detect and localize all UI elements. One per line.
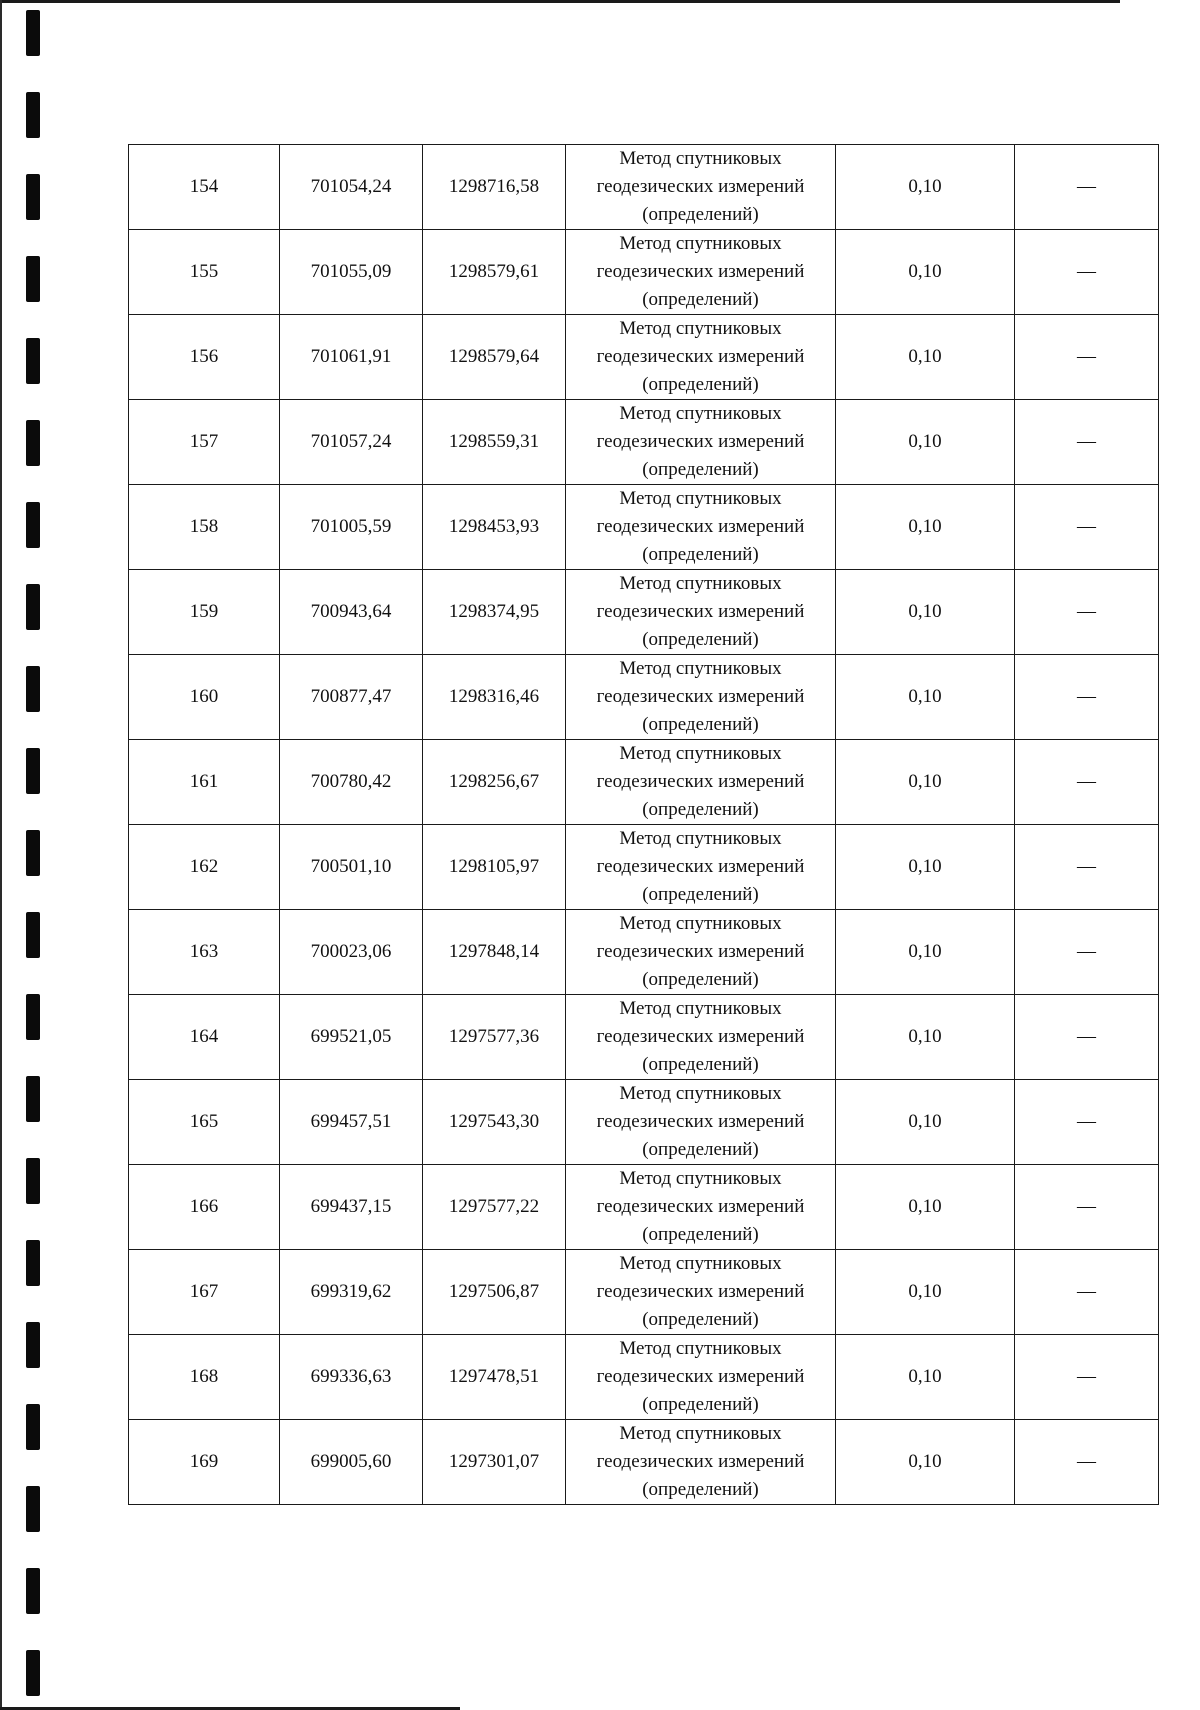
point-number-cell: 168	[129, 1335, 280, 1420]
y-coordinate-cell: 1297577,22	[423, 1165, 566, 1250]
method-line: Метод спутниковых	[619, 233, 782, 254]
accuracy-cell: 0,10	[836, 570, 1015, 655]
accuracy-cell: 0,10	[836, 400, 1015, 485]
table-row	[129, 1335, 1159, 1420]
method-line: Метод спутниковых	[619, 488, 782, 509]
binder-mark	[26, 584, 40, 630]
method-line: Метод спутниковых	[619, 148, 782, 169]
binder-hole-marks	[0, 0, 60, 1710]
accuracy-cell: 0,10	[836, 740, 1015, 825]
binder-mark	[26, 830, 40, 876]
accuracy-cell: 0,10	[836, 995, 1015, 1080]
accuracy-cell: 0,10	[836, 1420, 1015, 1505]
x-coordinate-cell: 700780,42	[280, 740, 423, 825]
table-row	[129, 740, 1159, 825]
method-line: (определений)	[642, 544, 759, 565]
x-coordinate-cell: 699005,60	[280, 1420, 423, 1505]
method-line: Метод спутниковых	[619, 318, 782, 339]
coordinates-table-body	[129, 145, 1159, 1505]
x-coordinate-cell: 699457,51	[280, 1080, 423, 1165]
method-line: (определений)	[642, 1309, 759, 1330]
point-number-cell: 163	[129, 910, 280, 995]
method-line: геодезических измерений	[596, 856, 805, 877]
x-coordinate-cell: 701054,24	[280, 145, 423, 230]
method-line: (определений)	[642, 629, 759, 650]
method-cell	[566, 1080, 836, 1165]
point-number-cell: 162	[129, 825, 280, 910]
accuracy-cell: 0,10	[836, 145, 1015, 230]
method-line: геодезических измерений	[596, 1451, 805, 1472]
method-cell	[566, 655, 836, 740]
note-cell: —	[1015, 740, 1159, 825]
accuracy-cell: 0,10	[836, 1080, 1015, 1165]
method-line: Метод спутниковых	[619, 1253, 782, 1274]
method-line: (определений)	[642, 289, 759, 310]
binder-mark	[26, 502, 40, 548]
method-line: Метод спутниковых	[619, 573, 782, 594]
note-cell: —	[1015, 1250, 1159, 1335]
table-row	[129, 230, 1159, 315]
note-cell: —	[1015, 315, 1159, 400]
method-cell	[566, 1165, 836, 1250]
y-coordinate-cell: 1298256,67	[423, 740, 566, 825]
method-cell	[566, 230, 836, 315]
method-line: геодезических измерений	[596, 176, 805, 197]
method-line: Метод спутниковых	[619, 1338, 782, 1359]
method-line: Метод спутниковых	[619, 743, 782, 764]
y-coordinate-cell: 1297301,07	[423, 1420, 566, 1505]
method-line: геодезических измерений	[596, 1196, 805, 1217]
method-line: Метод спутниковых	[619, 1083, 782, 1104]
y-coordinate-cell: 1298579,64	[423, 315, 566, 400]
accuracy-cell: 0,10	[836, 1250, 1015, 1335]
method-line: (определений)	[642, 969, 759, 990]
x-coordinate-cell: 700943,64	[280, 570, 423, 655]
table-row	[129, 1080, 1159, 1165]
method-line: геодезических измерений	[596, 686, 805, 707]
method-line: геодезических измерений	[596, 941, 805, 962]
y-coordinate-cell: 1298559,31	[423, 400, 566, 485]
binder-mark	[26, 1404, 40, 1450]
method-cell	[566, 825, 836, 910]
binder-mark	[26, 1322, 40, 1368]
binder-mark	[26, 338, 40, 384]
y-coordinate-cell: 1298579,61	[423, 230, 566, 315]
method-line: геодезических измерений	[596, 1281, 805, 1302]
accuracy-cell: 0,10	[836, 1335, 1015, 1420]
accuracy-cell: 0,10	[836, 315, 1015, 400]
method-line: (определений)	[642, 374, 759, 395]
method-line: (определений)	[642, 884, 759, 905]
note-cell: —	[1015, 910, 1159, 995]
y-coordinate-cell: 1298453,93	[423, 485, 566, 570]
point-number-cell: 157	[129, 400, 280, 485]
method-line: Метод спутниковых	[619, 1423, 782, 1444]
point-number-cell: 156	[129, 315, 280, 400]
y-coordinate-cell: 1298716,58	[423, 145, 566, 230]
accuracy-cell: 0,10	[836, 655, 1015, 740]
x-coordinate-cell: 700877,47	[280, 655, 423, 740]
point-number-cell: 161	[129, 740, 280, 825]
accuracy-cell: 0,10	[836, 485, 1015, 570]
y-coordinate-cell: 1298316,46	[423, 655, 566, 740]
method-line: (определений)	[642, 1139, 759, 1160]
point-number-cell: 160	[129, 655, 280, 740]
point-number-cell: 169	[129, 1420, 280, 1505]
binder-mark	[26, 912, 40, 958]
method-cell	[566, 910, 836, 995]
x-coordinate-cell: 700501,10	[280, 825, 423, 910]
method-line: геодезических измерений	[596, 1111, 805, 1132]
table-row	[129, 655, 1159, 740]
method-line: Метод спутниковых	[619, 1168, 782, 1189]
point-number-cell: 155	[129, 230, 280, 315]
method-line: (определений)	[642, 1479, 759, 1500]
note-cell: —	[1015, 655, 1159, 740]
method-line: геодезических измерений	[596, 346, 805, 367]
table-row	[129, 570, 1159, 655]
method-cell	[566, 995, 836, 1080]
x-coordinate-cell: 699336,63	[280, 1335, 423, 1420]
binder-mark	[26, 1650, 40, 1696]
method-line: геодезических измерений	[596, 771, 805, 792]
note-cell: —	[1015, 400, 1159, 485]
table-row	[129, 400, 1159, 485]
method-cell	[566, 1420, 836, 1505]
point-number-cell: 158	[129, 485, 280, 570]
x-coordinate-cell: 701055,09	[280, 230, 423, 315]
method-line: (определений)	[642, 1054, 759, 1075]
method-line: (определений)	[642, 204, 759, 225]
method-cell	[566, 1335, 836, 1420]
binder-mark	[26, 92, 40, 138]
method-line: Метод спутниковых	[619, 403, 782, 424]
y-coordinate-cell: 1298374,95	[423, 570, 566, 655]
method-cell	[566, 145, 836, 230]
note-cell: —	[1015, 570, 1159, 655]
method-line: (определений)	[642, 1224, 759, 1245]
binder-mark	[26, 10, 40, 56]
binder-mark	[26, 1486, 40, 1532]
x-coordinate-cell: 699319,62	[280, 1250, 423, 1335]
binder-mark	[26, 420, 40, 466]
x-coordinate-cell: 701057,24	[280, 400, 423, 485]
accuracy-cell: 0,10	[836, 1165, 1015, 1250]
note-cell: —	[1015, 145, 1159, 230]
point-number-cell: 166	[129, 1165, 280, 1250]
method-line: геодезических измерений	[596, 431, 805, 452]
method-line: геодезических измерений	[596, 261, 805, 282]
method-line: геодезических измерений	[596, 516, 805, 537]
note-cell: —	[1015, 1080, 1159, 1165]
binder-mark	[26, 1076, 40, 1122]
binder-mark	[26, 748, 40, 794]
note-cell: —	[1015, 1420, 1159, 1505]
binder-mark	[26, 1158, 40, 1204]
method-line: Метод спутниковых	[619, 913, 782, 934]
method-cell	[566, 485, 836, 570]
x-coordinate-cell: 699521,05	[280, 995, 423, 1080]
y-coordinate-cell: 1297543,30	[423, 1080, 566, 1165]
x-coordinate-cell: 699437,15	[280, 1165, 423, 1250]
table-row	[129, 825, 1159, 910]
y-coordinate-cell: 1297506,87	[423, 1250, 566, 1335]
method-cell	[566, 1250, 836, 1335]
binder-mark	[26, 256, 40, 302]
method-line: (определений)	[642, 799, 759, 820]
note-cell: —	[1015, 825, 1159, 910]
method-line: Метод спутниковых	[619, 658, 782, 679]
table-row	[129, 910, 1159, 995]
accuracy-cell: 0,10	[836, 910, 1015, 995]
scan-edge-top	[0, 0, 1120, 3]
note-cell: —	[1015, 1335, 1159, 1420]
method-cell	[566, 570, 836, 655]
y-coordinate-cell: 1297577,36	[423, 995, 566, 1080]
table-row	[129, 145, 1159, 230]
accuracy-cell: 0,10	[836, 230, 1015, 315]
note-cell: —	[1015, 1165, 1159, 1250]
method-line: геодезических измерений	[596, 1026, 805, 1047]
method-line: Метод спутниковых	[619, 828, 782, 849]
table-row	[129, 1250, 1159, 1335]
method-line: геодезических измерений	[596, 1366, 805, 1387]
point-number-cell: 164	[129, 995, 280, 1080]
method-cell	[566, 315, 836, 400]
x-coordinate-cell: 701005,59	[280, 485, 423, 570]
y-coordinate-cell: 1297478,51	[423, 1335, 566, 1420]
note-cell: —	[1015, 995, 1159, 1080]
table-row	[129, 1420, 1159, 1505]
method-line: (определений)	[642, 459, 759, 480]
method-line: геодезических измерений	[596, 601, 805, 622]
method-cell	[566, 740, 836, 825]
method-line: Метод спутниковых	[619, 998, 782, 1019]
x-coordinate-cell: 701061,91	[280, 315, 423, 400]
method-line: (определений)	[642, 714, 759, 735]
x-coordinate-cell: 700023,06	[280, 910, 423, 995]
point-number-cell: 167	[129, 1250, 280, 1335]
note-cell: —	[1015, 485, 1159, 570]
point-number-cell: 154	[129, 145, 280, 230]
y-coordinate-cell: 1298105,97	[423, 825, 566, 910]
binder-mark	[26, 666, 40, 712]
binder-mark	[26, 994, 40, 1040]
binder-mark	[26, 174, 40, 220]
y-coordinate-cell: 1297848,14	[423, 910, 566, 995]
coordinates-table	[128, 144, 1159, 1505]
binder-mark	[26, 1240, 40, 1286]
table-row	[129, 1165, 1159, 1250]
point-number-cell: 159	[129, 570, 280, 655]
binder-mark	[26, 1568, 40, 1614]
table-row	[129, 315, 1159, 400]
accuracy-cell: 0,10	[836, 825, 1015, 910]
method-cell	[566, 400, 836, 485]
table-row	[129, 485, 1159, 570]
method-line: (определений)	[642, 1394, 759, 1415]
point-number-cell: 165	[129, 1080, 280, 1165]
note-cell: —	[1015, 230, 1159, 315]
table-row	[129, 995, 1159, 1080]
